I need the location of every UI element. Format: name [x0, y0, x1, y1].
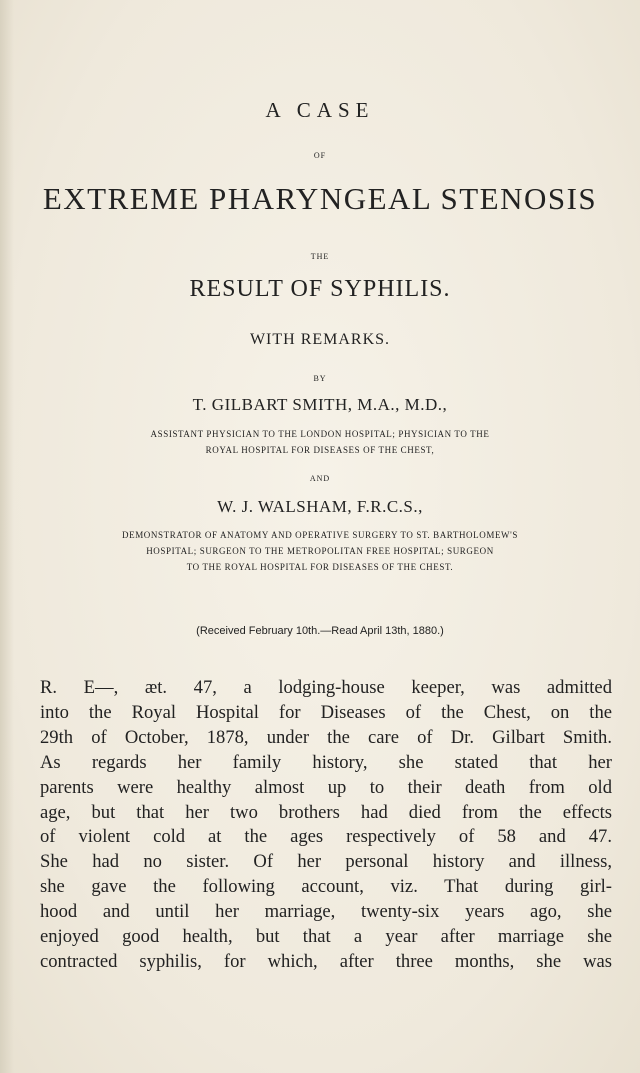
affiliation-line: ASSISTANT PHYSICIAN TO THE LONDON HOSPITAL; PHYSICIAN TO THE [150, 429, 490, 439]
received-date-note: (Received February 10th.—Read April 13th, 1880.) [196, 625, 444, 637]
affiliation-line: HOSPITAL; SURGEON TO THE METROPOLITAN FREE HOSPITAL; SURGEON [146, 546, 494, 556]
body-line: hood and until her marriage, twenty-six years ago, she [40, 901, 612, 923]
with-remarks: WITH REMARKS. [249, 331, 391, 348]
connector-by: BY [313, 374, 327, 383]
author-name-walsham: W. J. WALSHAM, F.R.C.S., [217, 497, 423, 516]
body-line: As regards her family history, she stated that her [40, 751, 612, 773]
body-paragraph [40, 676, 612, 975]
body-line: R. E—, æt. 47, a lodging-house keeper, was admitted [40, 677, 612, 698]
body-line: into the Royal Hospital for Diseases of the Chest, on the [40, 701, 612, 723]
body-line: 29th of October, 1878, under the care of Dr. Gilbart Smith. [40, 726, 612, 748]
connector-of: OF [313, 151, 327, 160]
body-line: contracted syphilis, for which, after three months, she was [40, 950, 612, 972]
author-affiliation-smith [0, 426, 640, 458]
affiliation-line: DEMONSTRATOR OF ANATOMY AND OPERATIVE SURGERY TO ST. BARTHOLOMEW'S [122, 530, 518, 540]
body-line: parents were healthy almost up to their death from old [40, 776, 612, 798]
title-a-case: A CASE [265, 98, 375, 122]
main-title: EXTREME PHARYNGEAL STENOSIS [42, 181, 598, 216]
affiliation-line: ROYAL HOSPITAL FOR DISEASES OF THE CHEST, [205, 445, 435, 455]
body-line: She had no sister. Of her personal history and illness, [40, 851, 612, 873]
connector-and: AND [309, 474, 331, 483]
body-line: she gave the following account, viz. That during girl- [40, 876, 612, 898]
author-affiliation-walsham [0, 527, 640, 575]
sub-title: RESULT OF SYPHILIS. [189, 276, 451, 302]
body-line: age, but that her two brothers had died from the effects [40, 801, 612, 823]
affiliation-line: TO THE ROYAL HOSPITAL FOR DISEASES OF THE CHEST. [186, 562, 454, 572]
body-line: enjoyed good health, but that a year after marriage she [40, 926, 612, 948]
connector-the: THE [310, 252, 330, 261]
author-name-smith: T. GILBART SMITH, M.A., M.D., [192, 395, 448, 414]
body-line: of violent cold at the ages respectively of 58 and 47. [40, 826, 612, 848]
